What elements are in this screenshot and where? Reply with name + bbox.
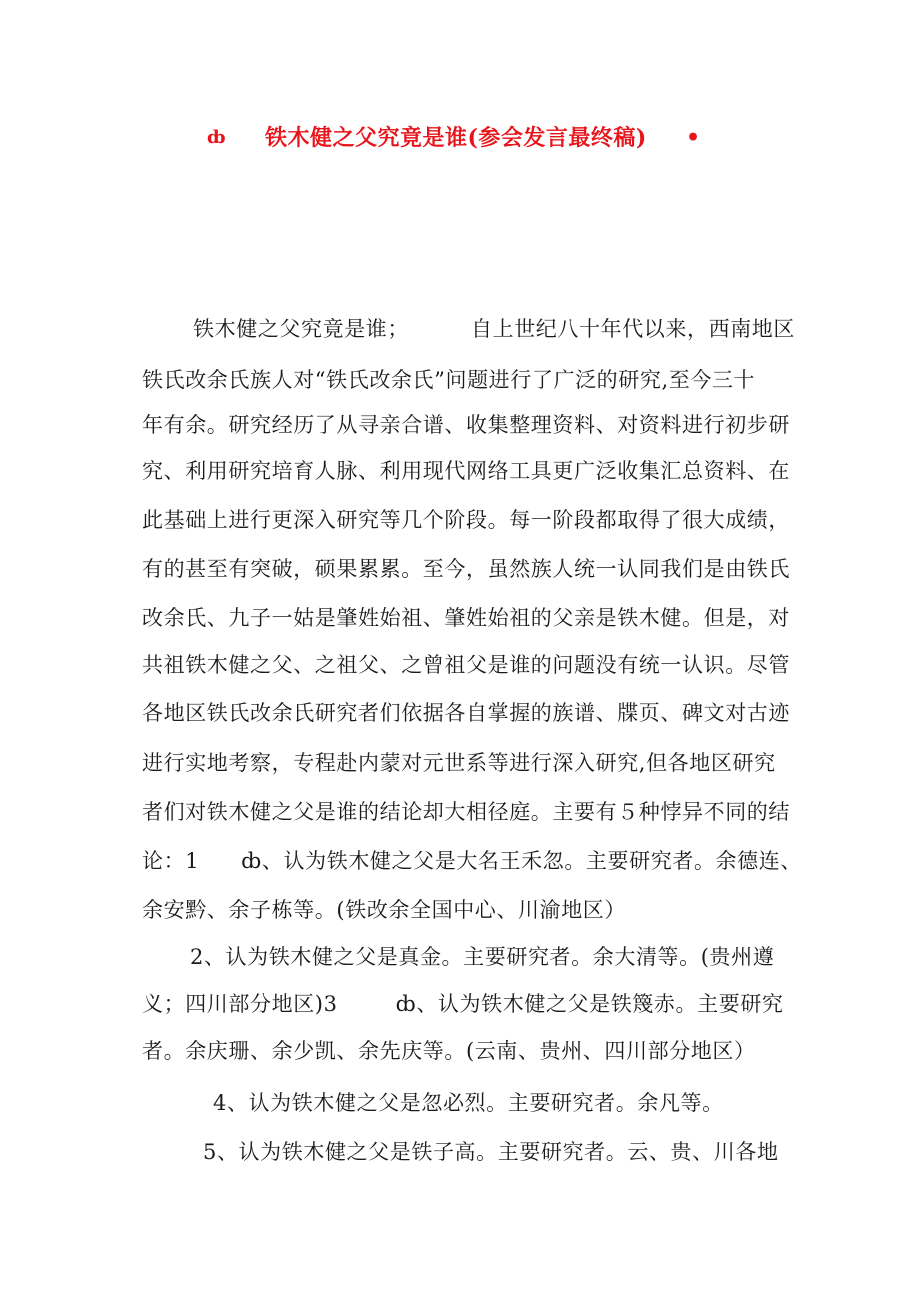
paragraph-line: 改余氏、九子一姑是肇姓始祖、肇姓始祖的父亲是铁木健。但是，对 bbox=[142, 606, 790, 630]
paragraph-line: 铁氏改余氏族人对“铁氏改余氏”问题进行了广泛的研究,至今三十 bbox=[142, 368, 756, 392]
title-bullet-left: ȸ bbox=[207, 127, 226, 148]
paragraph-line: 者。余庆珊、余少凯、余先庆等。(云南、贵州、四川部分地区） bbox=[142, 1039, 756, 1063]
paragraph-line: 进行实地考察，专程赴内蒙对元世系等进行深入研究,但各地区研究 bbox=[142, 751, 776, 775]
paragraph-line: 共祖铁木健之父、之祖父、之曾祖父是谁的问题没有统一认识。尽管 bbox=[142, 653, 790, 677]
paragraph-line: 各地区铁氏改余氏研究者们依据各自掌握的族谱、牒页、碑文对古迹 bbox=[142, 701, 790, 725]
paragraph-line: 余安黔、余子栋等。(铁改余全国中心、川渝地区） bbox=[142, 898, 626, 922]
paragraph-line: 有的甚至有突破，硕果累累。至今，虽然族人统一认同我们是由铁氏 bbox=[142, 557, 790, 581]
paragraph-line bbox=[193, 314, 795, 344]
paragraph-line bbox=[142, 989, 784, 1019]
line-segment: ȸ、认为铁木健之父是大名王禾忽。主要研究者。余德连、 bbox=[241, 849, 802, 873]
document-title bbox=[0, 118, 920, 158]
paragraph-line: 2、认为铁木健之父是真金。主要研究者。余大清等。(贵州遵 bbox=[190, 945, 775, 969]
line-segment: 铁木健之父究竟是谁； bbox=[193, 317, 409, 341]
paragraph-line: 者们对铁木健之父是谁的结论却大相径庭。主要有５种悖异不同的结 bbox=[142, 800, 790, 824]
paragraph-line: 4、认为铁木健之父是忽必烈。主要研究者。余凡等。 bbox=[213, 1091, 724, 1115]
line-segment: 自上世纪八十年代以来，西南地区 bbox=[471, 317, 795, 341]
line-segment: 义；四川部分地区)3 bbox=[142, 992, 338, 1016]
paragraph-line: 5、认为铁木健之父是铁子高。主要研究者。云、贵、川各地 bbox=[203, 1140, 779, 1164]
title-text: 铁木健之父究竟是谁(参会发言最终稿) bbox=[265, 125, 647, 151]
paragraph-line: 此基础上进行更深入研究等几个阶段。每一阶段都取得了很大成绩， bbox=[142, 508, 790, 532]
line-segment: ȸ、认为铁木健之父是铁篾赤。主要研究 bbox=[395, 992, 784, 1016]
title-bullet-right: • bbox=[686, 125, 701, 151]
paragraph-line bbox=[142, 846, 802, 876]
paragraph-line: 年有余。研究经历了从寻亲合谱、收集整理资料、对资料进行初步研 bbox=[142, 413, 790, 437]
line-segment: 论：1 bbox=[142, 849, 200, 873]
paragraph-line: 究、利用研究培育人脉、利用现代网络工具更广泛收集汇总资料、在 bbox=[142, 459, 790, 483]
